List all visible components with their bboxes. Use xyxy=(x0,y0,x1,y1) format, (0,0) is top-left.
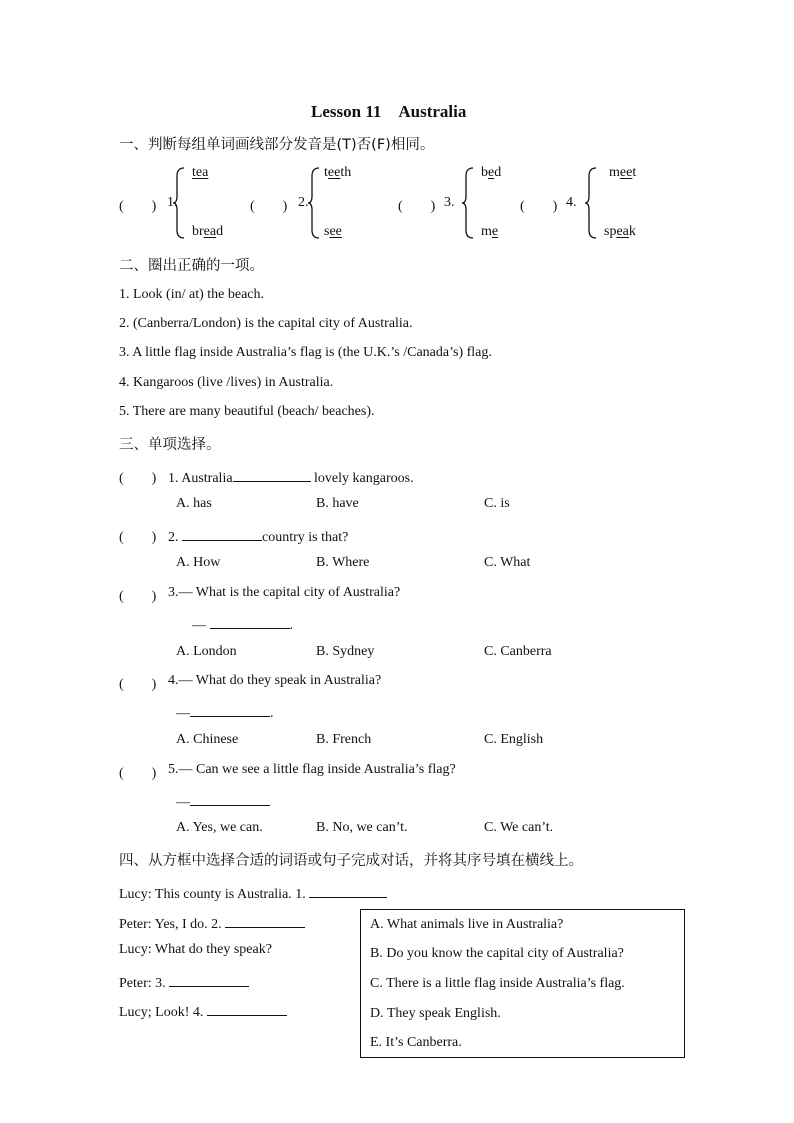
group1-brace xyxy=(172,166,186,240)
q5-dash: — xyxy=(176,795,190,810)
group1-bottom-ul: ea xyxy=(203,224,217,239)
group4-number: 4. xyxy=(566,195,577,210)
section1-heading: 一、判断每组单词画线部分发音是(T)否(F)相同。 xyxy=(119,137,435,153)
section2-heading: 二、圈出正确的一项。 xyxy=(119,258,264,274)
q2-stem-post: country is that? xyxy=(262,530,349,545)
group4-bottom-post: k xyxy=(628,224,636,239)
group1-number: 1. xyxy=(167,195,178,210)
q4-option-b[interactable]: B. French xyxy=(316,732,372,747)
section2-item-3: 3. A little flag inside Australia’s flag is (the U.K.’s /Canada’s) flag. xyxy=(119,345,492,360)
page-title: Lesson 11 Australia xyxy=(311,102,467,121)
q3-blank[interactable] xyxy=(210,614,290,629)
group2-bottom-ul: ee xyxy=(329,224,342,239)
group4-brace xyxy=(584,166,598,240)
q1-option-a[interactable]: A. has xyxy=(176,496,212,511)
group2-paren: ( ) xyxy=(250,199,288,214)
q3-answer-line xyxy=(192,614,293,634)
group2-top-pre: t xyxy=(324,165,328,180)
q4-paren: ( ) xyxy=(119,677,157,692)
box-option-b: B. Do you know the capital city of Australia? xyxy=(370,946,624,961)
q4-blank[interactable] xyxy=(190,702,270,717)
dialogue-blank-4[interactable] xyxy=(207,1001,287,1016)
section2-item-2: 2. (Canberra/London) is the capital city of Australia. xyxy=(119,316,413,331)
q4-option-a[interactable]: A. Chinese xyxy=(176,732,239,747)
group4-top-pre: m xyxy=(609,165,620,180)
dialogue-blank-2[interactable] xyxy=(225,913,305,928)
section4-heading: 四、从方框中选择合适的词语或句子完成对话，并将其序号填在横线上。 xyxy=(119,853,583,869)
q2-stem-pre: 2. xyxy=(168,530,182,545)
dialogue-line-4 xyxy=(119,972,249,992)
q1-paren: ( ) xyxy=(119,471,157,486)
q1-stem-post: lovely kangaroos. xyxy=(310,471,414,486)
dialogue-line-5-text: Lucy; Look! 4. xyxy=(119,1005,207,1020)
group1-bottom-pre: br xyxy=(192,224,204,239)
group1-top-word xyxy=(192,165,208,181)
group3-top-pre: b xyxy=(481,165,488,180)
q3-dash: — xyxy=(192,618,210,633)
dialogue-line-3: Lucy: What do they speak? xyxy=(119,942,272,957)
q2-option-c[interactable]: C. What xyxy=(484,555,531,570)
q4-answer-line xyxy=(176,702,274,722)
q2-paren: ( ) xyxy=(119,530,157,545)
q3-option-b[interactable]: B. Sydney xyxy=(316,644,375,659)
group4-top-word xyxy=(609,165,636,181)
group1-bottom-word xyxy=(192,224,223,240)
group2-bottom-word xyxy=(324,224,342,240)
q1-option-b[interactable]: B. have xyxy=(316,496,359,511)
group2-top-ul: ee xyxy=(327,165,341,180)
q1-stem-pre: 1. Australia xyxy=(168,471,233,486)
q5-option-b[interactable]: B. No, we can’t. xyxy=(316,820,408,835)
q5-stem: 5.— Can we see a little flag inside Australia’s flag? xyxy=(168,762,456,777)
q3-paren: ( ) xyxy=(119,589,157,604)
group2-bottom-pre: s xyxy=(324,224,330,239)
group3-brace xyxy=(461,166,475,240)
box-option-a: A. What animals live in Australia? xyxy=(370,917,564,932)
group1-bottom-post: d xyxy=(216,224,224,239)
group3-top-ul: e xyxy=(488,165,495,180)
group4-paren: ( ) xyxy=(520,199,558,214)
group2-top-post: th xyxy=(340,165,352,180)
group2-top-word xyxy=(324,165,351,181)
group4-top-ul: ee xyxy=(619,165,633,180)
dialogue-line-1-text: Lucy: This county is Australia. 1. xyxy=(119,887,310,902)
group4-bottom-pre: sp xyxy=(604,224,617,239)
q5-blank[interactable] xyxy=(190,791,270,806)
section3-heading: 三、单项选择。 xyxy=(119,437,221,453)
group3-top-word xyxy=(481,165,501,181)
q5-answer-line xyxy=(176,791,270,811)
group3-number: 3. xyxy=(444,195,455,210)
dialogue-blank-1[interactable] xyxy=(309,883,387,898)
group4-bottom-word xyxy=(604,224,636,240)
q2-stem xyxy=(168,526,348,546)
q3-option-c[interactable]: C. Canberra xyxy=(484,644,552,659)
section2-item-4: 4. Kangaroos (live /lives) in Australia. xyxy=(119,375,334,390)
dialogue-line-5 xyxy=(119,1001,287,1021)
q1-blank[interactable] xyxy=(233,467,311,482)
q5-option-c[interactable]: C. We can’t. xyxy=(484,820,554,835)
dialogue-blank-3[interactable] xyxy=(169,972,249,987)
q4-stem: 4.— What do they speak in Australia? xyxy=(168,673,382,688)
group3-paren: ( ) xyxy=(398,199,436,214)
dialogue-line-1 xyxy=(119,883,387,903)
q3-period: . xyxy=(289,618,293,633)
group4-top-post: t xyxy=(632,165,637,180)
box-option-e: E. It’s Canberra. xyxy=(370,1035,462,1050)
q5-option-a[interactable]: A. Yes, we can. xyxy=(176,820,263,835)
dialogue-line-2-text: Peter: Yes, I do. 2. xyxy=(119,917,226,932)
q4-option-c[interactable]: C. English xyxy=(484,732,544,747)
q2-blank[interactable] xyxy=(182,526,262,541)
dialogue-line-4-text: Peter: 3. xyxy=(119,976,170,991)
section2-item-1: 1. Look (in/ at) the beach. xyxy=(119,287,265,302)
q2-option-b[interactable]: B. Where xyxy=(316,555,370,570)
q4-dash: — xyxy=(176,706,190,721)
q1-option-c[interactable]: C. is xyxy=(484,496,510,511)
group3-top-post: d xyxy=(494,165,502,180)
group1-paren: ( ) xyxy=(119,199,157,214)
section2-item-5: 5. There are many beautiful (beach/ beaches). xyxy=(119,404,375,419)
group2-brace xyxy=(307,166,321,240)
group4-bottom-ul: ea xyxy=(616,224,629,239)
box-option-d: D. They speak English. xyxy=(370,1006,501,1021)
q2-option-a[interactable]: A. How xyxy=(176,555,221,570)
q5-paren: ( ) xyxy=(119,766,157,781)
group1-top-word-ul: tea xyxy=(192,165,209,180)
group3-bottom-pre: m xyxy=(481,224,492,239)
dialogue-line-2 xyxy=(119,913,305,933)
q3-option-a[interactable]: A. London xyxy=(176,644,237,659)
group3-bottom-ul: e xyxy=(491,224,499,239)
group2-number: 2. xyxy=(298,195,309,210)
group3-bottom-word xyxy=(481,224,498,240)
q1-stem xyxy=(168,467,414,487)
q4-period: . xyxy=(270,706,274,721)
q3-stem: 3.— What is the capital city of Australia? xyxy=(168,585,401,600)
box-option-c: C. There is a little flag inside Australia’s flag. xyxy=(370,976,625,991)
